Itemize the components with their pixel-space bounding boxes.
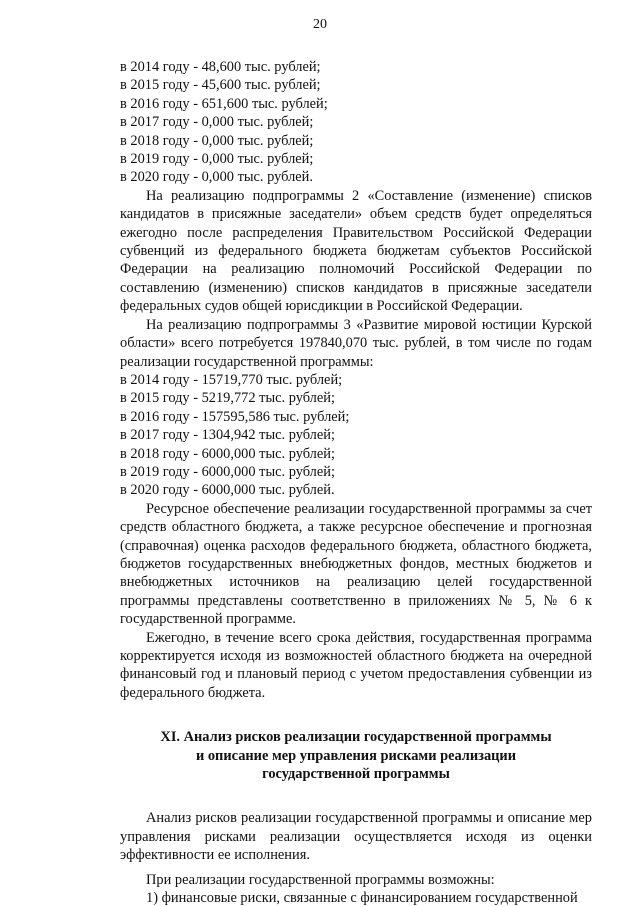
heading-line: и описание мер управления рисками реализации: [195, 747, 517, 764]
funding-list-subprogram3: [120, 371, 592, 500]
funding-list-subprogram1: [120, 58, 592, 187]
list-item: в 2017 году - 0,000 тыс. рублей;: [120, 114, 314, 131]
section-heading: [0, 728, 592, 783]
list-item: в 2018 году - 6000,000 тыс. рублей;: [120, 445, 335, 462]
list-item: в 2015 году - 45,600 тыс. рублей;: [120, 77, 321, 94]
list-item: в 2020 году - 6000,000 тыс. рублей.: [120, 482, 335, 499]
paragraph-analysis: Анализ рисков реализации государственной программы и описание мер управления рисками реализации осуществляется исходя из оценки эффективности ее исполнения.: [120, 810, 592, 864]
paragraph-subprogram2: На реализацию подпрограммы 2 «Составление (изменение) списков кандидатов в присяжные заседатели» объем средств будет определяться ежегодно после распределения Правительством Российской Федерации субвенций из федерального бюджета бюджетам субъектов Российской Федерации на реализацию полномочий Российской Федерации по составлению (изменению) списков кандидатов в присяжные заседатели федеральных судов общей юрисдикции в Российской Федерации.: [120, 187, 592, 315]
heading-line: государственной программы: [262, 766, 450, 783]
list-item: в 2015 году - 5219,772 тыс. рублей;: [120, 390, 335, 407]
heading-line: XI. Анализ рисков реализации государственной программы: [160, 729, 552, 746]
list-item: в 2020 году - 0,000 тыс. рублей.: [120, 169, 313, 186]
list-item: в 2018 году - 0,000 тыс. рублей;: [120, 132, 314, 149]
list-item: в 2017 году - 1304,942 тыс. рублей;: [120, 427, 335, 444]
list-item: в 2019 году - 0,000 тыс. рублей;: [120, 151, 314, 168]
paragraph-annually: Ежегодно, в течение всего срока действия, государственная программа корректируется исходя из возможностей областного бюджета на очередной финансовый год и плановый период с учетом предоставления субвенции из федерального бюджета.: [120, 629, 592, 701]
paragraph-possible: При реализации государственной программы возможны:: [146, 871, 495, 888]
list-item: в 2016 году - 651,600 тыс. рублей;: [120, 95, 328, 112]
list-item: в 2019 году - 6000,000 тыс. рублей;: [120, 463, 335, 480]
paragraph-financial-risks: 1) финансовые риски, связанные с финансированием государственной: [146, 890, 578, 907]
paragraph-subprogram3: На реализацию подпрограммы 3 «Развитие мировой юстиции Курской области» всего потребуется 197840,070 тыс. рублей, в том числе по годам реализации государственной программы:: [120, 316, 592, 370]
page-number: 20: [313, 17, 327, 32]
list-item: в 2014 году - 15719,770 тыс. рублей;: [120, 371, 343, 388]
list-item: в 2016 году - 157595,586 тыс. рублей;: [120, 408, 350, 425]
page-content: [120, 58, 592, 907]
list-item: в 2014 году - 48,600 тыс. рублей;: [120, 59, 321, 75]
paragraph-resources: Ресурсное обеспечение реализации государственной программы за счет средств областного бюджета, а также ресурсное обеспечение и прогнозная (справочная) оценка расходов федерального бюджета, областного бюджета, бюджетов государственных внебюджетных фондов, местных бюджетов и внебюджетных источников на реализацию целей государственной программы представлены соответственно в приложениях № 5, № 6 к государственной программе.: [120, 500, 592, 628]
